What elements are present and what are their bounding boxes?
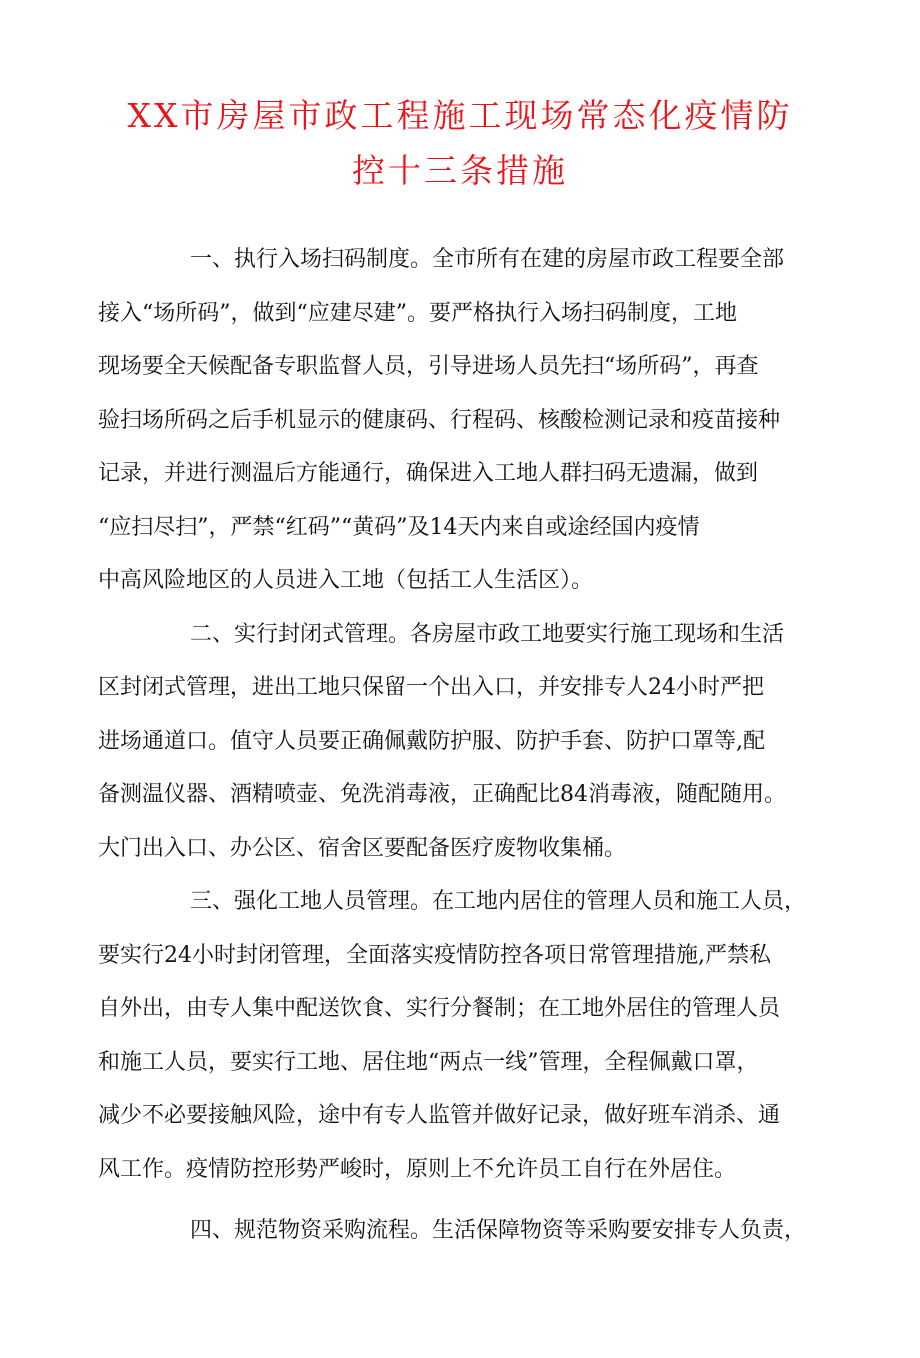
paragraph-line: 三、强化工地人员管理。在工地内居住的管理人员和施工人员， [190, 889, 807, 914]
paragraph-line: 四、规范物资采购流程。生活保障物资等采购要安排专人负责， [190, 1218, 807, 1243]
paragraph-3 [98, 875, 838, 1196]
paragraph-line: 风工作。疫情防控形势严峻时，原则上不允许员工自行在外居住。 [98, 1156, 737, 1182]
paragraph-line: 进场通道口。值守人员要正确佩戴防护服、防护手套、防护口罩等,配 [98, 728, 765, 754]
title-line: XX市房屋市政工程施工现场常态化疫情防 [127, 96, 793, 135]
paragraph-line: 要实行24小时封闭管理，全面落实疫情防控各项日常管理措施,严禁私 [98, 942, 771, 968]
paragraph-4 [98, 1204, 838, 1258]
paragraph-line: 记录，并进行测温后方能通行，确保进入工地人群扫码无遗漏，做到 [98, 461, 759, 486]
paragraph-line: 区封闭式管理，进出工地只保留一个出入口，并安排专人24小时严把 [98, 675, 764, 700]
document-body [98, 233, 838, 1258]
document-title [95, 88, 825, 198]
paragraph-line: 验扫场所码之后手机显示的健康码、行程码、核酸检测记录和疫苗接种 [98, 407, 781, 433]
title-line: 控十三条措施 [352, 151, 568, 190]
paragraph-line: 和施工人员，要实行工地、居住地“两点一线”管理，全程佩戴口罩， [98, 1049, 759, 1075]
paragraph-line: 大门出入口、办公区、宿舍区要配备医疗废物收集桶。 [98, 835, 627, 861]
paragraph-2 [98, 608, 838, 876]
paragraph-line: 备测温仪器、酒精喷壶、免洗消毒液，正确配比84消毒液，随配随用。 [98, 782, 786, 807]
paragraph-line: 二、实行封闭式管理。各房屋市政工地要实行施工现场和生活 [190, 621, 785, 647]
paragraph-line: 中高风险地区的人员进入工地（包括工人生活区）。 [98, 568, 594, 593]
paragraph-line: 接入“场所码”，做到“应建尽建”。要严格执行入场扫码制度，工地 [98, 300, 737, 326]
paragraph-line: 减少不必要接触风险，途中有专人监管并做好记录，做好班车消杀、通 [98, 1103, 781, 1128]
paragraph-line: 现场要全天候配备专职监督人员，引导进场人员先扫“场所码”，再查 [98, 354, 759, 379]
paragraph-line: “应扫尽扫”，严禁“红码”“黄码”及14天内来自或途经国内疫情 [98, 514, 700, 540]
paragraph-line: 一、执行入场扫码制度。全市所有在建的房屋市政工程要全部 [190, 247, 785, 272]
paragraph-1 [98, 233, 838, 608]
paragraph-line: 自外出，由专人集中配送饮食、实行分餐制；在工地外居住的管理人员 [98, 996, 781, 1021]
